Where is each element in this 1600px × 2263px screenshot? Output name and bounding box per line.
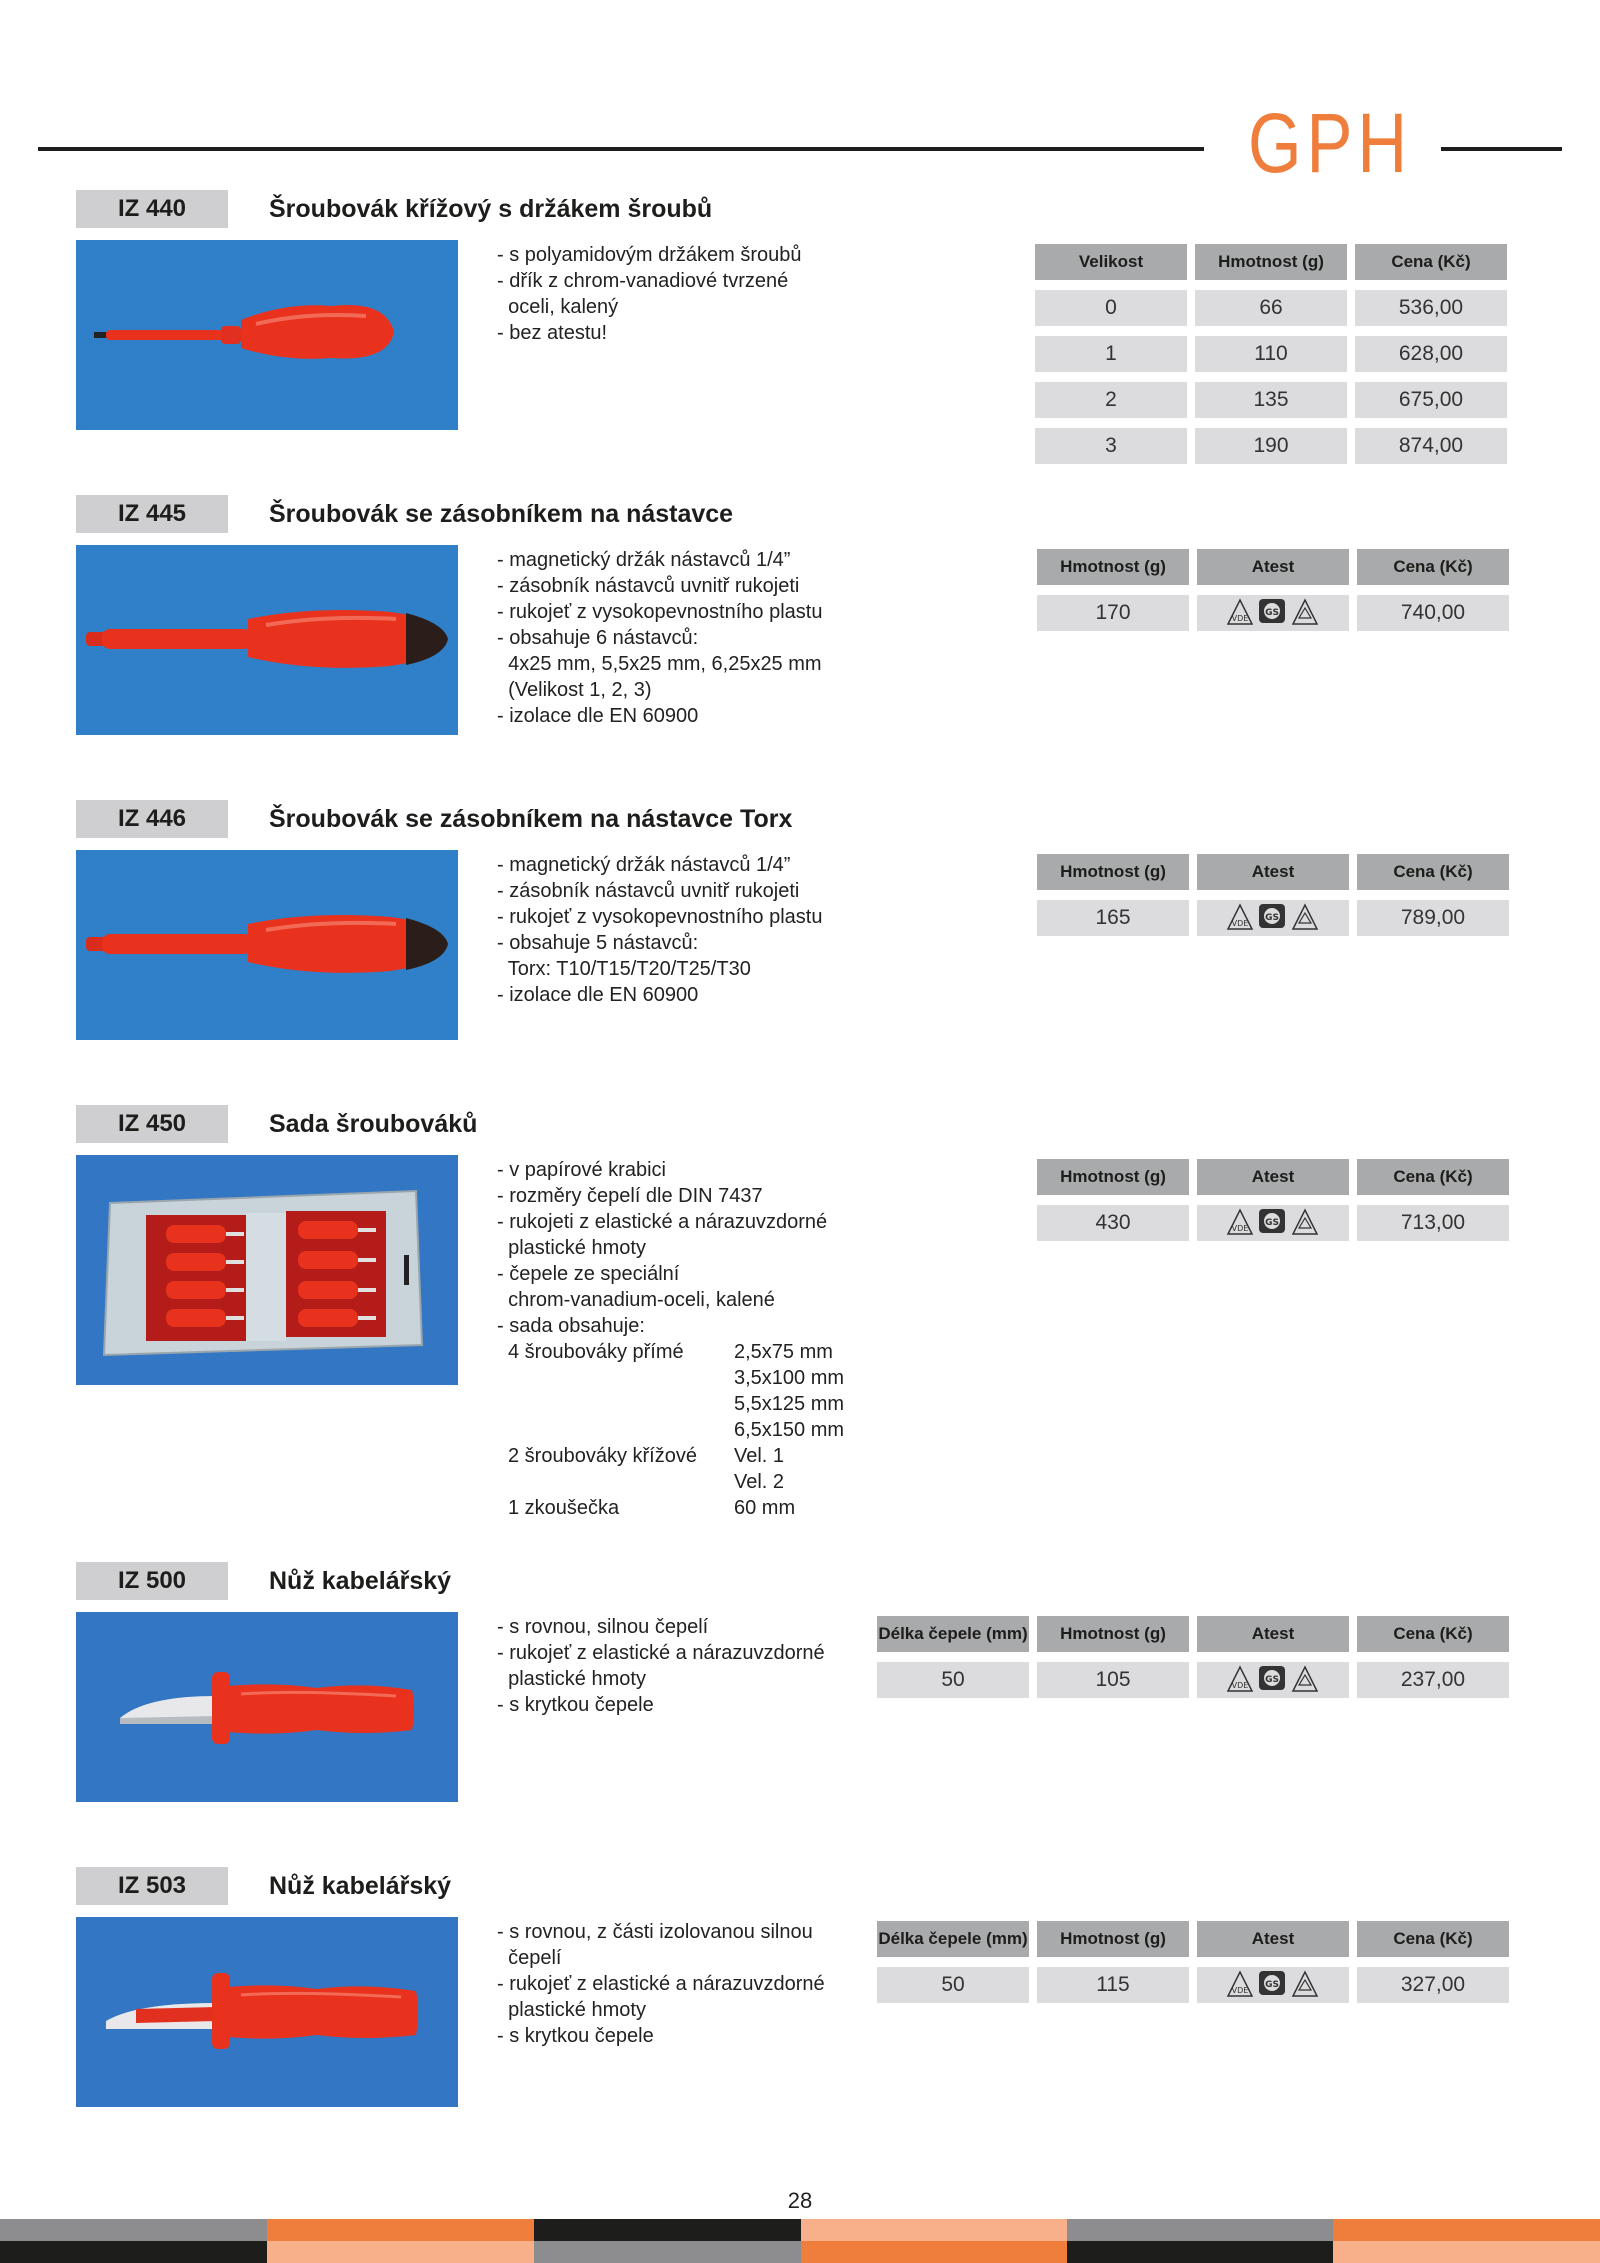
vde-gs-certification-icon — [1225, 1968, 1321, 1998]
product-description — [497, 1919, 917, 2049]
footer-band — [534, 2241, 801, 2263]
product-photo — [76, 240, 458, 430]
description-line: - rukojeť z elastické a nárazuvzdorné — [497, 1642, 825, 1664]
description-line: oceli, kalený — [497, 296, 619, 318]
atest-cell — [1197, 1662, 1349, 1698]
table-header-cell: Hmotnost (g) — [1195, 244, 1347, 280]
set-item-size: Vel. 2 — [734, 1471, 785, 1493]
description-line: - magnetický držák nástavců 1/4” — [497, 854, 791, 876]
footer-band — [801, 2219, 1067, 2241]
table-cell: 66 — [1195, 290, 1347, 326]
table-header-cell: Atest — [1197, 1616, 1349, 1652]
svg-text:GS: GS — [1265, 1980, 1279, 1991]
table-cell: 2 — [1035, 382, 1187, 418]
table-cell: 110 — [1195, 336, 1347, 372]
table-header-cell: Hmotnost (g) — [1037, 1616, 1189, 1652]
set-item-size: 5,5x125 mm — [734, 1393, 845, 1415]
description-line: - bez atestu! — [497, 322, 608, 344]
vde-gs-certification-icon — [1225, 1663, 1321, 1693]
atest-cell — [1197, 900, 1349, 936]
product-code: IZ 450 — [76, 1105, 228, 1143]
description-line: - obsahuje 6 nástavců: — [497, 627, 699, 649]
table-cell: 165 — [1037, 900, 1189, 936]
description-line: - s polyamidovým držákem šroubů — [497, 244, 802, 266]
table-header-cell: Cena (Kč) — [1355, 244, 1507, 280]
table-header-cell: Hmotnost (g) — [1037, 549, 1189, 585]
table-cell: 105 — [1037, 1662, 1189, 1698]
table-header-cell: Délka čepele (mm) — [877, 1616, 1029, 1652]
footer-band — [1067, 2219, 1333, 2241]
footer-band — [267, 2241, 534, 2263]
svg-text:GS: GS — [1265, 1218, 1279, 1229]
description-line: Torx: T10/T15/T20/T25/T30 — [497, 958, 751, 980]
certification-icons — [1225, 596, 1321, 626]
table-cell: 237,00 — [1357, 1662, 1509, 1698]
table-cell: 713,00 — [1357, 1205, 1509, 1241]
description-line: - s krytkou čepele — [497, 2025, 654, 2047]
description-line: - čepele ze speciální — [497, 1263, 680, 1285]
product-photo — [76, 1917, 458, 2107]
table-header-cell: Délka čepele (mm) — [877, 1921, 1029, 1957]
table-cell: 50 — [877, 1662, 1029, 1698]
table-cell: 115 — [1037, 1967, 1189, 2003]
table-header-cell: Hmotnost (g) — [1037, 1159, 1189, 1195]
product-code: IZ 503 — [76, 1867, 228, 1905]
table-header-cell: Atest — [1197, 549, 1349, 585]
footer-band — [534, 2219, 801, 2241]
vde-gs-certification-icon — [1225, 1206, 1321, 1236]
description-line: plastické hmoty — [497, 1999, 646, 2021]
svg-text:VDE: VDE — [1231, 1224, 1249, 1234]
description-line: - rukojeti z elastické a nárazuvzdorné — [497, 1211, 828, 1233]
vde-gs-certification-icon — [1225, 596, 1321, 626]
footer-band — [0, 2241, 267, 2263]
footer-band — [1333, 2241, 1600, 2263]
certification-icons — [1225, 901, 1321, 931]
table-cell: 430 — [1037, 1205, 1189, 1241]
certification-icons — [1225, 1206, 1321, 1236]
product-title: Šroubovák se zásobníkem na nástavce Torx — [269, 805, 793, 833]
description-line: plastické hmoty — [497, 1668, 646, 1690]
footer-band — [1067, 2241, 1333, 2263]
product-description — [497, 547, 917, 729]
table-header-cell: Cena (Kč) — [1357, 1921, 1509, 1957]
description-line: - magnetický držák nástavců 1/4” — [497, 549, 791, 571]
cable-knife-insulated-blade-icon — [76, 1917, 458, 2107]
footer-band — [801, 2241, 1067, 2263]
atest-cell — [1197, 595, 1349, 631]
cable-knife-icon — [76, 1612, 458, 1802]
header-rule-right — [1441, 147, 1562, 151]
table-cell: 135 — [1195, 382, 1347, 418]
certification-icons — [1225, 1663, 1321, 1693]
description-line: - rukojeť z vysokopevnostního plastu — [497, 601, 823, 623]
table-cell: 675,00 — [1355, 382, 1507, 418]
set-item-size: Vel. 1 — [734, 1445, 785, 1467]
set-item-size: 2,5x75 mm — [734, 1341, 833, 1363]
description-line: (Velikost 1, 2, 3) — [497, 679, 652, 701]
description-line: - izolace dle EN 60900 — [497, 984, 699, 1006]
table-cell: 789,00 — [1357, 900, 1509, 936]
product-photo — [76, 1612, 458, 1802]
table-cell: 536,00 — [1355, 290, 1507, 326]
svg-text:GS: GS — [1265, 913, 1279, 924]
table-cell: 170 — [1037, 595, 1189, 631]
footer-band — [0, 2219, 267, 2241]
atest-cell — [1197, 1967, 1349, 2003]
product-code: IZ 445 — [76, 495, 228, 533]
set-item-name: 4 šroubováky přímé — [508, 1341, 684, 1363]
svg-text:VDE: VDE — [1231, 1681, 1249, 1691]
table-cell: 1 — [1035, 336, 1187, 372]
description-line: - obsahuje 5 nástavců: — [497, 932, 699, 954]
description-line: - rozměry čepelí dle DIN 7437 — [497, 1185, 763, 1207]
svg-text:VDE: VDE — [1231, 1986, 1249, 1996]
description-line: chrom-vanadium-oceli, kalené — [497, 1289, 775, 1311]
table-cell: 190 — [1195, 428, 1347, 464]
product-code: IZ 500 — [76, 1562, 228, 1600]
description-line: - rukojeť z vysokopevnostního plastu — [497, 906, 823, 928]
table-cell: 0 — [1035, 290, 1187, 326]
product-photo — [76, 1155, 458, 1385]
product-description — [497, 242, 917, 346]
footer-band — [267, 2219, 534, 2241]
table-header-cell: Atest — [1197, 854, 1349, 890]
description-line: - zásobník nástavců uvnitř rukojeti — [497, 880, 800, 902]
set-contents — [497, 1339, 917, 1521]
product-description — [497, 1157, 917, 1521]
red-bit-holder-screwdriver-icon — [76, 545, 458, 735]
description-line: - s rovnou, z části izolovanou silnou — [497, 1921, 813, 1943]
svg-text:GS: GS — [1265, 608, 1279, 619]
product-title: Nůž kabelářský — [269, 1567, 452, 1595]
table-cell: 327,00 — [1357, 1967, 1509, 2003]
description-line: plastické hmoty — [497, 1237, 646, 1259]
svg-text:VDE: VDE — [1231, 614, 1249, 624]
page-number: 28 — [787, 2188, 813, 2213]
svg-text:VDE: VDE — [1231, 919, 1249, 929]
vde-gs-certification-icon — [1225, 901, 1321, 931]
table-header-cell: Atest — [1197, 1921, 1349, 1957]
brand-logo: GPH — [1248, 96, 1413, 190]
description-line: čepelí — [497, 1947, 562, 1969]
description-line: - sada obsahuje: — [497, 1315, 645, 1337]
table-header-cell: Cena (Kč) — [1357, 1159, 1509, 1195]
product-code: IZ 440 — [76, 190, 228, 228]
red-bit-holder-screwdriver-icon — [76, 850, 458, 1040]
description-line: - zásobník nástavců uvnitř rukojeti — [497, 575, 800, 597]
svg-text:GS: GS — [1265, 1675, 1279, 1686]
set-item-size: 3,5x100 mm — [734, 1367, 845, 1389]
description-line: 4x25 mm, 5,5x25 mm, 6,25x25 mm — [497, 653, 822, 675]
table-cell: 628,00 — [1355, 336, 1507, 372]
table-header-cell: Cena (Kč) — [1357, 1616, 1509, 1652]
description-line: - dřík z chrom-vanadiové tvrzené — [497, 270, 789, 292]
red-screwdriver-icon — [76, 240, 458, 430]
product-description — [497, 852, 917, 1008]
product-title: Šroubovák se zásobníkem na nástavce — [269, 500, 734, 528]
table-cell: 740,00 — [1357, 595, 1509, 631]
set-item-size: 6,5x150 mm — [734, 1419, 845, 1441]
description-line: - s krytkou čepele — [497, 1694, 654, 1716]
table-cell: 50 — [877, 1967, 1029, 2003]
certification-icons — [1225, 1968, 1321, 1998]
set-item-name: 2 šroubováky křížové — [508, 1445, 697, 1467]
table-header-cell: Hmotnost (g) — [1037, 854, 1189, 890]
description-line: - s rovnou, silnou čepelí — [497, 1616, 709, 1638]
table-header-cell: Cena (Kč) — [1357, 854, 1509, 890]
product-title: Šroubovák křížový s držákem šroubů — [269, 195, 713, 223]
table-cell: 874,00 — [1355, 428, 1507, 464]
product-photo — [76, 850, 458, 1040]
description-line: - rukojeť z elastické a nárazuvzdorné — [497, 1973, 825, 1995]
header-rule-left — [38, 147, 1204, 151]
set-item-name: 1 zkoušečka — [508, 1497, 620, 1519]
product-title: Nůž kabelářský — [269, 1872, 452, 1900]
product-description — [497, 1614, 917, 1718]
set-item-size: 60 mm — [734, 1497, 796, 1519]
table-cell: 3 — [1035, 428, 1187, 464]
description-line: - izolace dle EN 60900 — [497, 705, 699, 727]
footer-band — [1333, 2219, 1600, 2241]
product-title: Sada šroubováků — [269, 1110, 478, 1138]
table-header-cell: Velikost — [1035, 244, 1187, 280]
product-photo — [76, 545, 458, 735]
table-header-cell: Hmotnost (g) — [1037, 1921, 1189, 1957]
table-header-cell: Atest — [1197, 1159, 1349, 1195]
atest-cell — [1197, 1205, 1349, 1241]
product-code: IZ 446 — [76, 800, 228, 838]
description-line: - v papírové krabici — [497, 1159, 666, 1181]
table-header-cell: Cena (Kč) — [1357, 549, 1509, 585]
screwdriver-set-box-icon — [76, 1155, 458, 1385]
